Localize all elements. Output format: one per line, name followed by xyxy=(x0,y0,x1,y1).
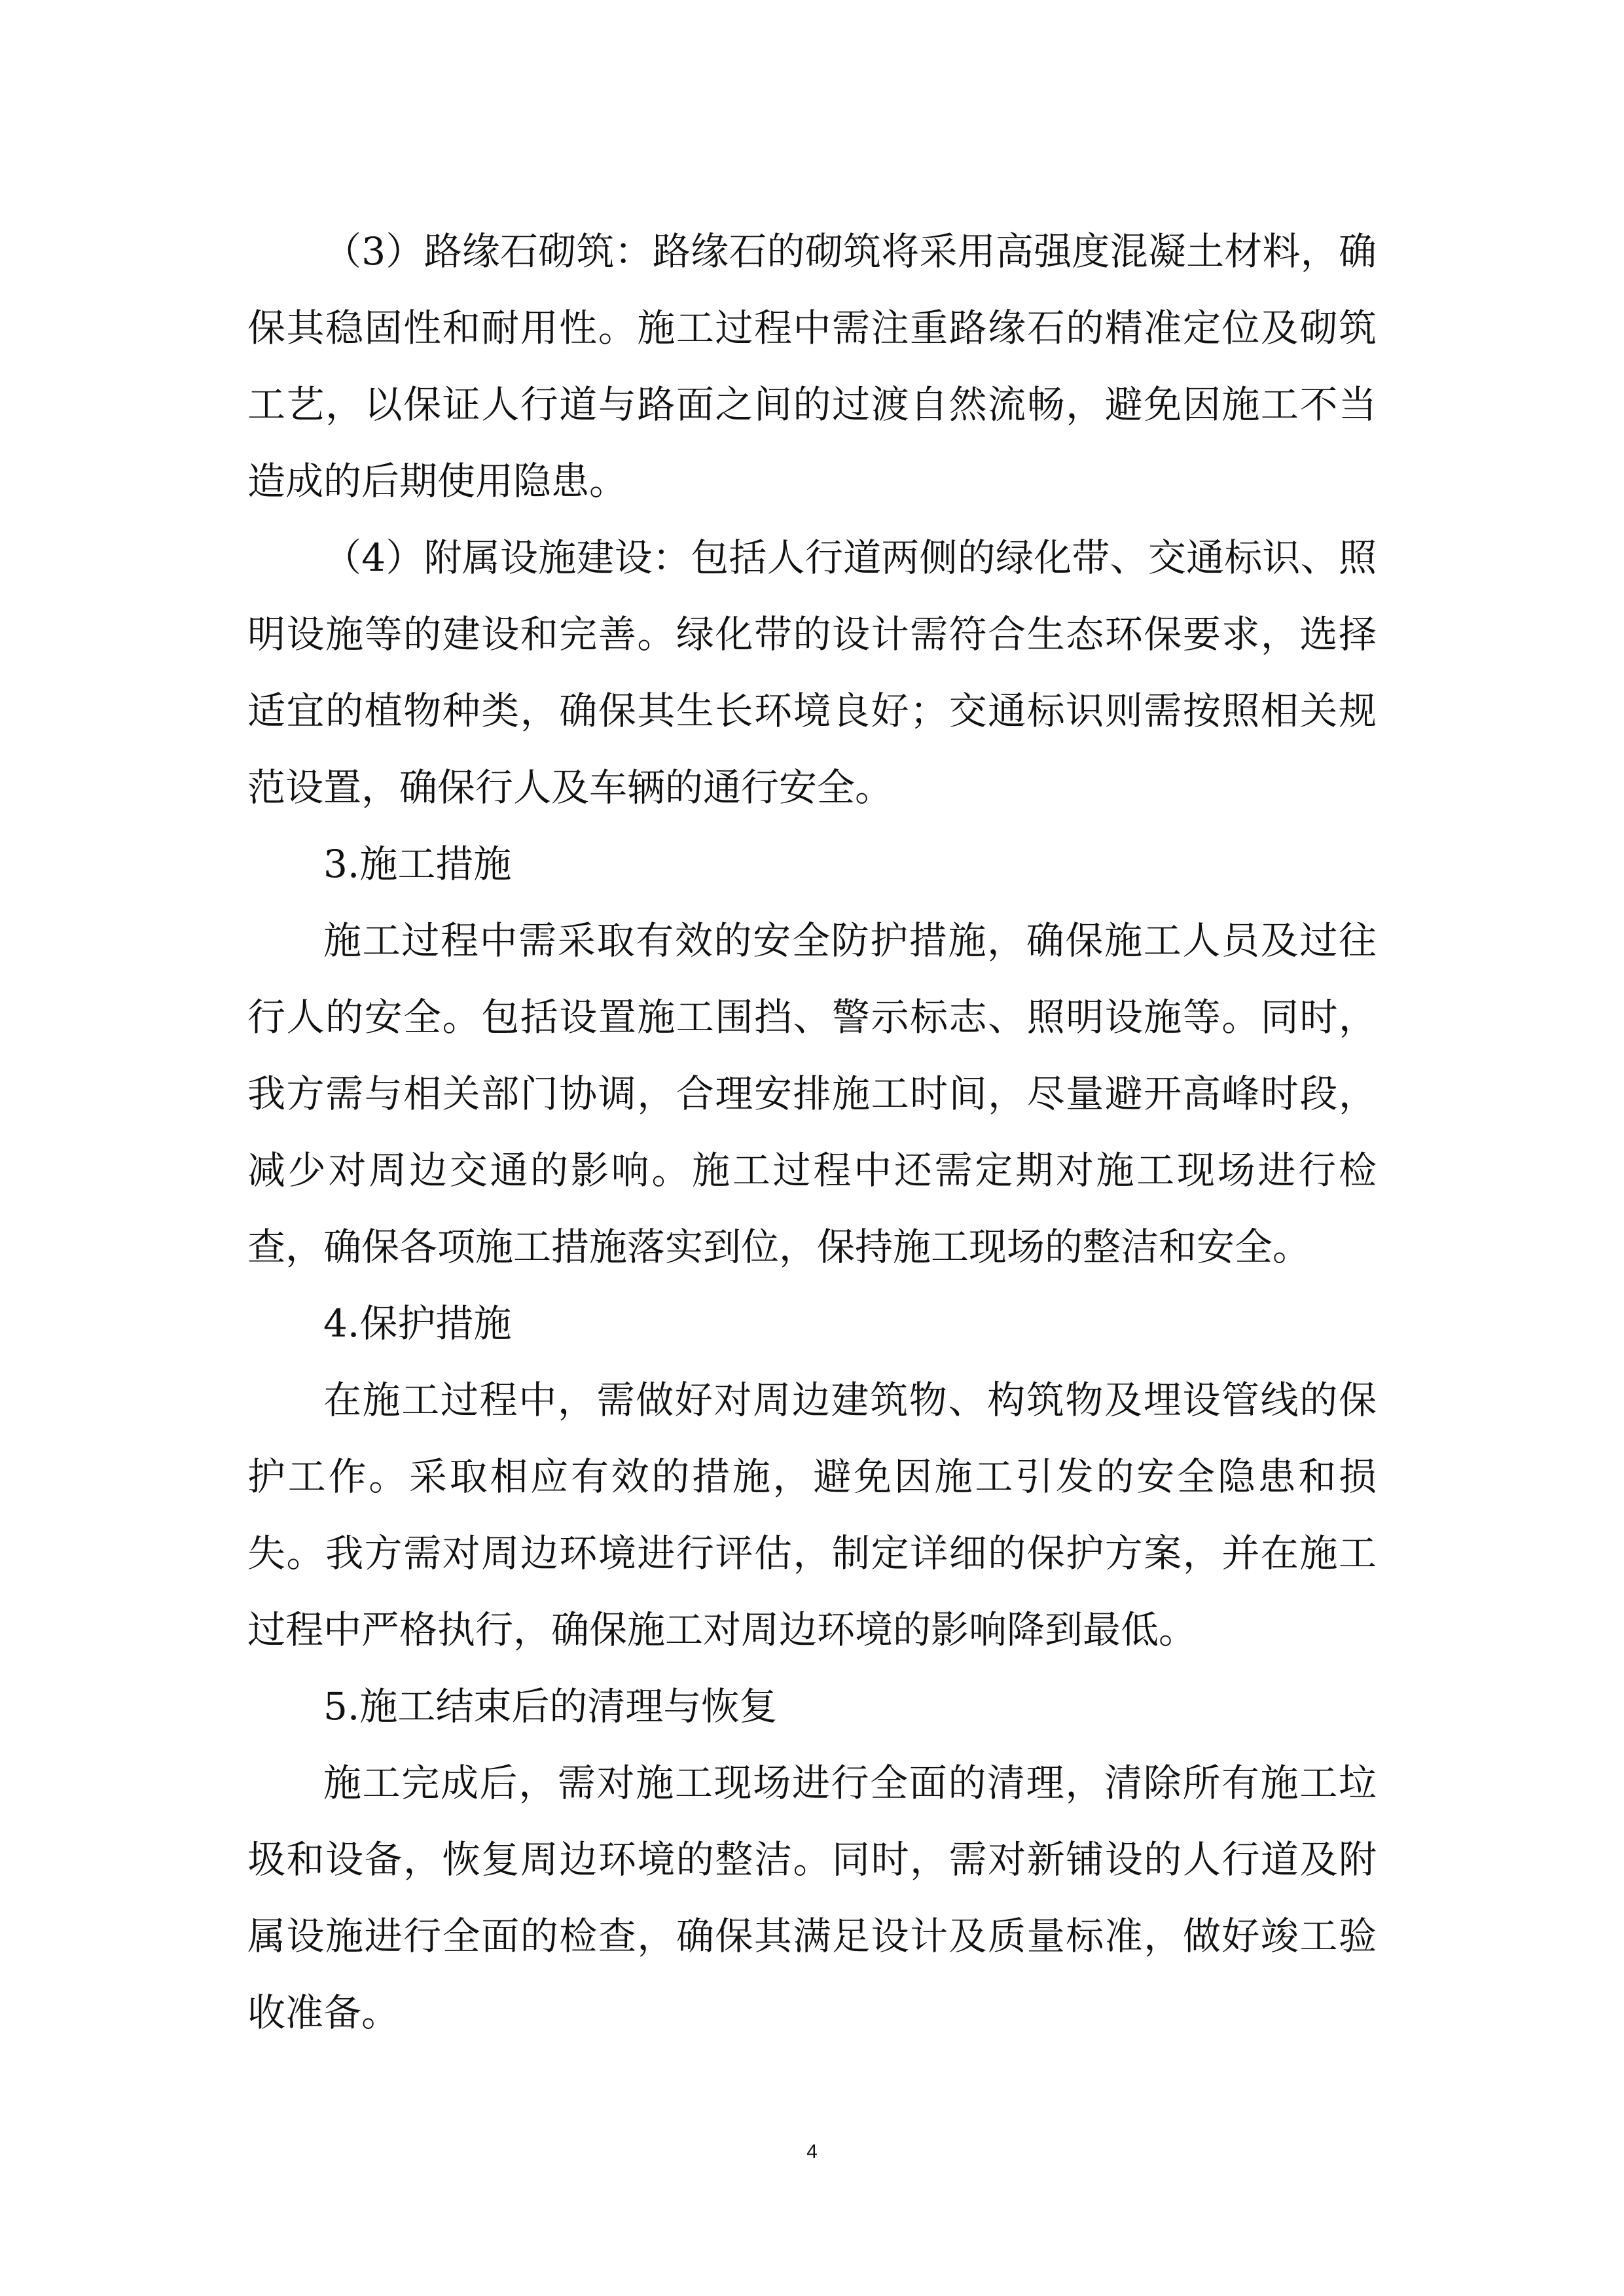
document-body xyxy=(247,213,1377,2051)
paragraph-construction-measures: 施工过程中需采取有效的安全防护措施，确保施工人员及过往行人的安全。包括设置施工围挡、警示标志、照明设施等。同时，我方需与相关部门协调，合理安排施工时间，尽量避开高峰时段，减少对周边交通的影响。施工过程中还需定期对施工现场进行检查，确保各项施工措施落实到位，保持施工现场的整洁和安全。 xyxy=(247,918,1377,1269)
paragraph-ancillary-facilities: （4）附属设施建设：包括人行道两侧的绿化带、交通标识、照明设施等的建设和完善。绿化带的设计需符合生态环保要求，选择适宜的植物种类，确保其生长环境良好；交通标识则需按照相关规范设置，确保行人及车辆的通行安全。 xyxy=(247,535,1377,810)
paragraph-cleanup-restoration: 施工完成后，需对施工现场进行全面的清理，清除所有施工垃圾和设备，恢复周边环境的整洁。同时，需对新铺设的人行道及附属设施进行全面的检查，确保其满足设计及质量标准，做好竣工验收准备。 xyxy=(247,1761,1377,2035)
page-number: 4 xyxy=(806,2141,818,2162)
paragraph-curb-stone: （3）路缘石砌筑：路缘石的砌筑将采用高强度混凝土材料，确保其稳固性和耐用性。施工过程中需注重路缘石的精准定位及砌筑工艺，以保证人行道与路面之间的过渡自然流畅，避免因施工不当造成的后期使用隐患。 xyxy=(247,229,1377,503)
section-heading-construction-measures: 3.施工措施 xyxy=(323,842,512,886)
section-heading-protection-measures: 4.保护措施 xyxy=(323,1301,512,1346)
section-heading-cleanup-restoration: 5.施工结束后的清理与恢复 xyxy=(323,1684,778,1729)
paragraph-protection-measures: 在施工过程中，需做好对周边建筑物、构筑物及埋设管线的保护工作。采取相应有效的措施，避免因施工引发的安全隐患和损失。我方需对周边环境进行评估，制定详细的保护方案，并在施工过程中严格执行，确保施工对周边环境的影响降到最低。 xyxy=(247,1378,1377,1652)
